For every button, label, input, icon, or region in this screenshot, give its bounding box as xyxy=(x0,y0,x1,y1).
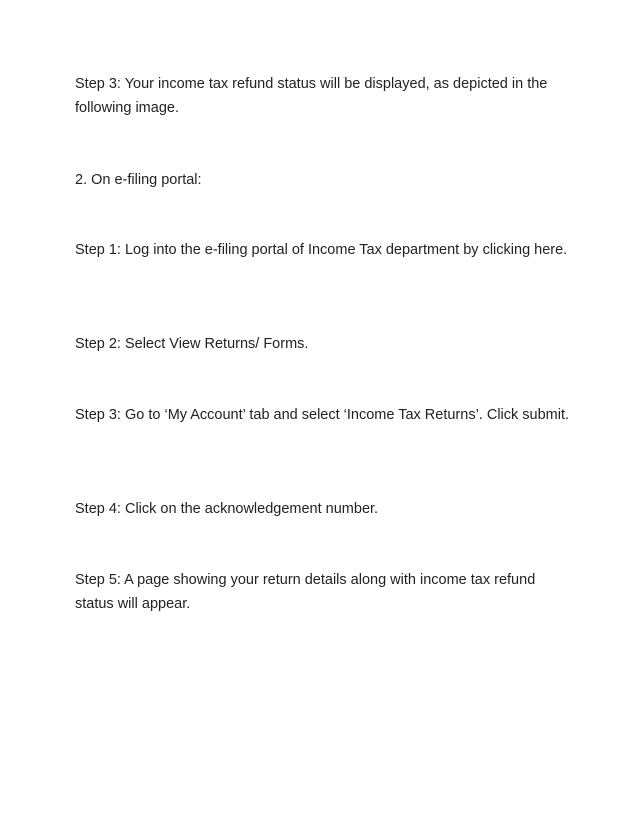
paragraph-step5-return-details: Step 5: A page showing your return details along with income tax refund status will appear. xyxy=(75,572,536,612)
paragraph-step1-login: Step 1: Log into the e-filing portal of Income Tax department by clicking here. xyxy=(75,242,568,258)
paragraph-step3-refund-displayed: Step 3: Your income tax refund status will be displayed, as depicted in the following image. xyxy=(75,76,548,116)
paragraph-step2-view-returns: Step 2: Select View Returns/ Forms. xyxy=(75,336,309,352)
paragraph-step4-acknowledgement: Step 4: Click on the acknowledgement number. xyxy=(75,501,379,517)
paragraph-efiling-heading: 2. On e-filing portal: xyxy=(75,172,202,188)
paragraph-step3-my-account: Step 3: Go to ‘My Account’ tab and select ‘Income Tax Returns’. Click submit. xyxy=(75,407,570,423)
